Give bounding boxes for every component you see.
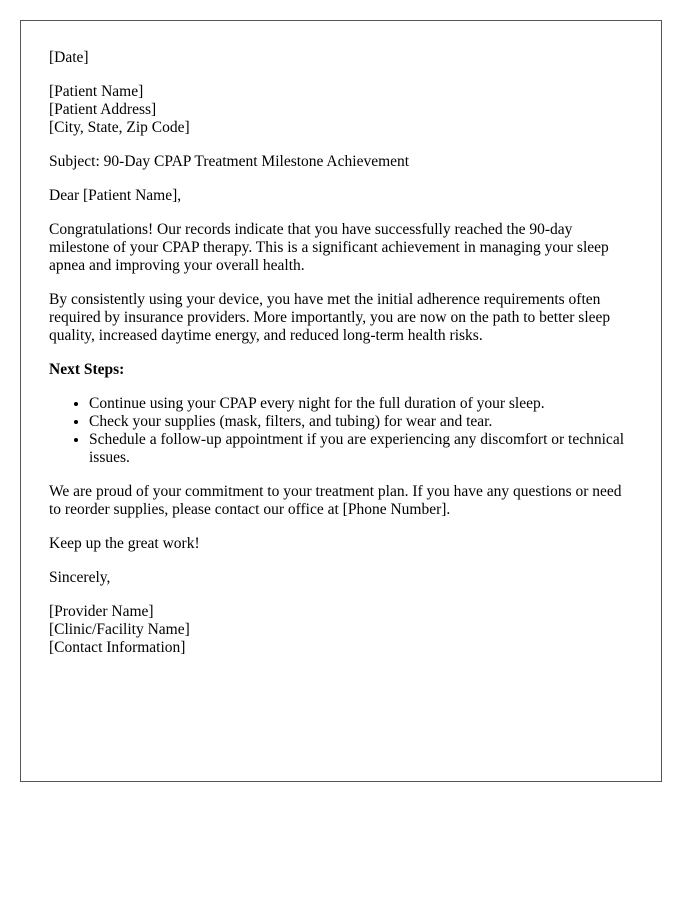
letter-subject: Subject: 90-Day CPAP Treatment Milestone Achievement [49,153,410,170]
next-steps-list [49,395,633,467]
body-paragraph-congratulations: Congratulations! Our records indicate that you have successfully reached the 90-day milestone of your CPAP therapy. This is a significant achievement in managing your sleep apnea and improving your overall health. [49,221,609,274]
sender-contact-info: [Contact Information] [49,639,186,656]
sender-provider-name: [Provider Name] [49,603,154,620]
list-item: • Schedule a follow-up appointment if you are experiencing any discomfort or technical issues. [89,431,633,467]
body-paragraph-adherence: By consistently using your device, you have met the initial adherence requirements often required by insurance providers. More importantly, you are now on the path to better sleep quality, increased daytime energy, and reduced long-term health risks. [49,291,611,344]
closing-paragraph: We are proud of your commitment to your treatment plan. If you have any questions or need to reorder supplies, please contact our office at [Phone Number]. [49,483,622,518]
sign-off: Sincerely, [49,569,111,586]
list-item: • Check your supplies (mask, filters, and tubing) for wear and tear. [89,413,633,431]
list-item: • Continue using your CPAP every night for the full duration of your sleep. [89,395,633,413]
letter-date: [Date] [49,49,89,66]
recipient-block [49,83,633,137]
letter-page [20,20,662,782]
recipient-city-state-zip: [City, State, Zip Code] [49,119,190,136]
encouragement-line: Keep up the great work! [49,535,200,552]
recipient-address: [Patient Address] [49,101,157,118]
sender-facility-name: [Clinic/Facility Name] [49,621,190,638]
letter-salutation: Dear [Patient Name], [49,187,182,204]
next-steps-heading: Next Steps: [49,361,125,378]
sender-block [49,603,633,657]
recipient-name: [Patient Name] [49,83,144,100]
